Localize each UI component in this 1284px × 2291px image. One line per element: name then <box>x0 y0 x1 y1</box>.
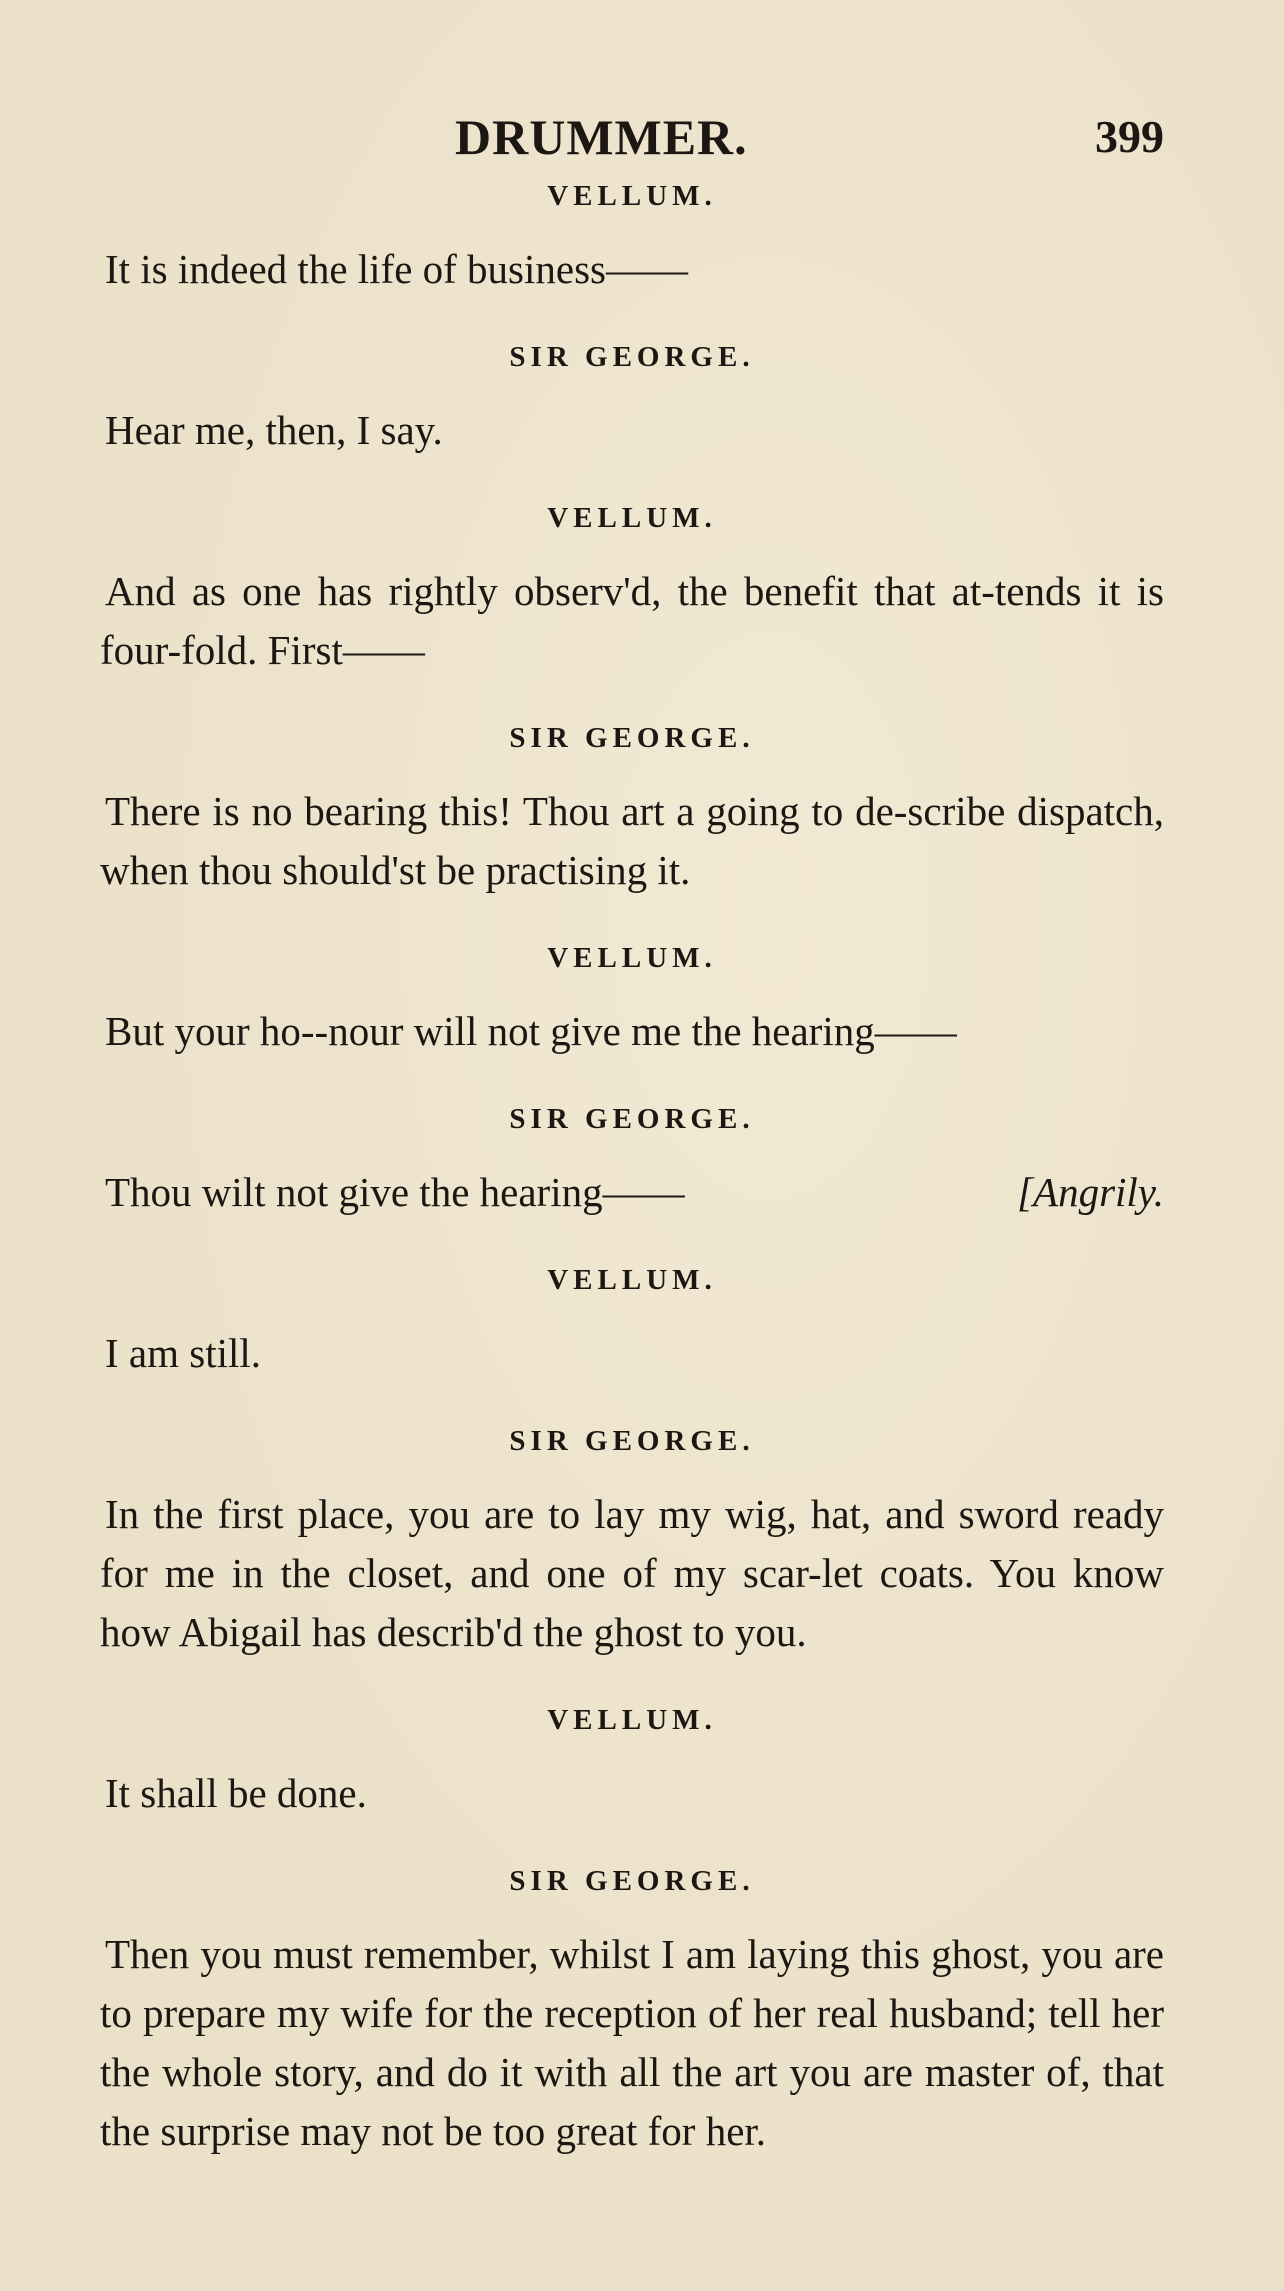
exchange-sir-george-5 <box>100 1863 1164 2161</box>
speech-text: It shall be done. <box>105 1770 367 1816</box>
speech-text: In the first place, you are to lay my wig, hat, and sword ready for me in the closet, and one of my scar-let coats. You know how Abigail has describ'd the ghost to you. <box>100 1491 1164 1655</box>
speaker-name: SIR GEORGE. <box>509 1865 755 1897</box>
speaker-name: VELLUM. <box>547 1264 717 1296</box>
speaker-name: SIR GEORGE. <box>509 1425 755 1457</box>
speaker-name: VELLUM. <box>547 942 717 974</box>
speech-text: It is indeed the life of business—— <box>105 246 689 292</box>
running-head <box>100 0 1164 178</box>
exchange-sir-george-2 <box>100 720 1164 900</box>
exchange-sir-george-1 <box>100 339 1164 460</box>
exchange-sir-george-4 <box>100 1423 1164 1662</box>
speech-text: There is no bearing this! Thou art a going to de-scribe dispatch, when thou should'st be practising it. <box>100 788 1164 893</box>
speaker-name: SIR GEORGE. <box>509 722 755 754</box>
exchange-vellum-1 <box>100 178 1164 299</box>
stage-direction: [Angrily. <box>1017 1169 1164 1215</box>
exchange-vellum-3 <box>100 940 1164 1061</box>
exchange-vellum-4 <box>100 1262 1164 1383</box>
speaker-name: VELLUM. <box>547 1704 717 1736</box>
exchange-vellum-5 <box>100 1702 1164 1823</box>
exchange-sir-george-3 <box>100 1101 1164 1222</box>
speaker-name: VELLUM. <box>547 180 717 212</box>
speaker-name: SIR GEORGE. <box>509 1103 755 1135</box>
exchange-vellum-2 <box>100 500 1164 680</box>
dialogue <box>100 178 1164 2161</box>
page-number: 399 <box>1095 111 1164 162</box>
speech-text: But your ho--nour will not give me the hearing—— <box>105 1008 957 1054</box>
speech-text: Hear me, then, I say. <box>105 407 443 453</box>
speaker-name: SIR GEORGE. <box>509 341 755 373</box>
running-title: DRUMMER. <box>455 109 748 165</box>
speech-text: Then you must remember, whilst I am laying this ghost, you are to prepare my wife for the reception of her real husband; tell her the whole story, and do it with all the art you are master of, that the surprise may not be too great for her. <box>100 1931 1164 2154</box>
speech-text <box>100 1163 1164 1222</box>
speaker-name: VELLUM. <box>547 502 717 534</box>
speech-text: I am still. <box>105 1330 262 1376</box>
speech-line: Thou wilt not give the hearing—— <box>105 1169 685 1215</box>
speech-text: And as one has rightly observ'd, the benefit that at-tends it is four-fold. First—— <box>100 568 1164 673</box>
